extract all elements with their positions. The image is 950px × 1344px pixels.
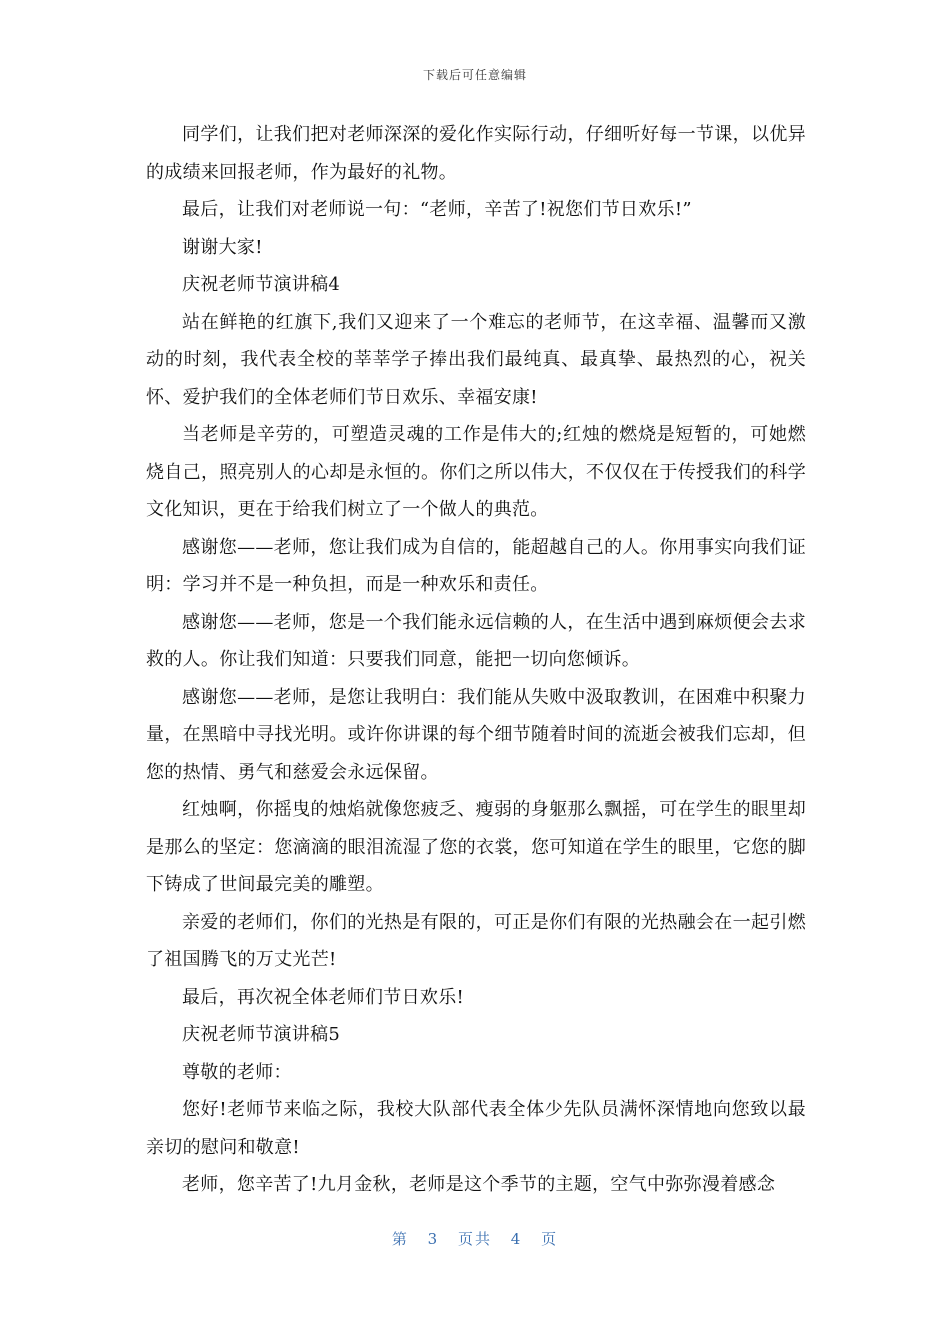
paragraph: 红烛啊，你摇曳的烛焰就像您疲乏、瘦弱的身躯那么飘摇，可在学生的眼里却是那么的坚定：您滴滴的眼泪流湿了您的衣裳，您可知道在学生的眼里，它您的脚下铸成了世间最完美的雕塑。 — [146, 799, 806, 895]
page-number-footer — [0, 1228, 950, 1249]
paragraph: 感谢您——老师，您是一个我们能永远信赖的人，在生活中遇到麻烦便会去求救的人。你让我们知道：只要我们同意，能把一切向您倾诉。 — [146, 611, 806, 670]
paragraph: 站在鲜艳的红旗下,我们又迎来了一个难忘的老师节，在这幸福、温馨而又激动的时刻，我代表全校的莘莘学子捧出我们最纯真、最真挚、最热烈的心，祝关怀、爱护我们的全体老师们节日欢乐、幸福安康! — [146, 311, 806, 408]
document-body — [146, 116, 806, 1204]
paragraph: 最后，再次祝全体老师们节日欢乐! — [182, 986, 465, 1008]
section-title: 庆祝老师节演讲稿5 — [182, 1024, 341, 1045]
paragraph: 最后，让我们对老师说一句：“老师，辛苦了!祝您们节日欢乐!” — [182, 199, 692, 220]
page-header-note: 下载后可任意编辑 — [422, 68, 527, 82]
paragraph: 感谢您——老师，是您让我明白：我们能从失败中汲取教训，在困难中积聚力量，在黑暗中寻找光明。或许你讲课的每个细节随着时间的流逝会被我们忘却，但您的热情、勇气和慈爱会永远保留。 — [146, 686, 806, 783]
paragraph: 谢谢大家! — [182, 236, 263, 258]
paragraph: 感谢您——老师，您让我们成为自信的，能超越自己的人。你用事实向我们证明：学习并不是一种负担，而是一种欢乐和责任。 — [146, 536, 806, 595]
paragraph: 亲爱的老师们，你们的光热是有限的，可正是你们有限的光热融会在一起引燃了祖国腾飞的万丈光芒! — [146, 911, 806, 970]
paragraph: 同学们，让我们把对老师深深的爱化作实际行动，仔细听好每一节课，以优异的成绩来回报老师，作为最好的礼物。 — [146, 124, 806, 183]
section-title: 庆祝老师节演讲稿4 — [182, 274, 341, 295]
footer-suffix: 页 — [541, 1230, 559, 1248]
footer-prefix: 第 — [391, 1230, 409, 1248]
total-pages-number: 4 — [510, 1230, 523, 1248]
footer-middle: 页共 — [457, 1230, 492, 1248]
current-page-number: 3 — [427, 1230, 440, 1248]
paragraph: 老师，您辛苦了!九月金秋，老师是这个季节的主题，空气中弥弥漫着感念 — [182, 1174, 776, 1195]
paragraph: 当老师是辛劳的，可塑造灵魂的工作是伟大的;红烛的燃烧是短暂的，可她燃烧自己，照亮别人的心却是永恒的。你们之所以伟大，不仅仅在于传授我们的科学文化知识，更在于给我们树立了一个做人的典范。 — [146, 424, 806, 520]
salutation: 尊敬的老师： — [182, 1061, 292, 1083]
paragraph: 您好!老师节来临之际，我校大队部代表全体少先队员满怀深情地向您致以最亲切的慰问和敬意! — [146, 1099, 806, 1158]
